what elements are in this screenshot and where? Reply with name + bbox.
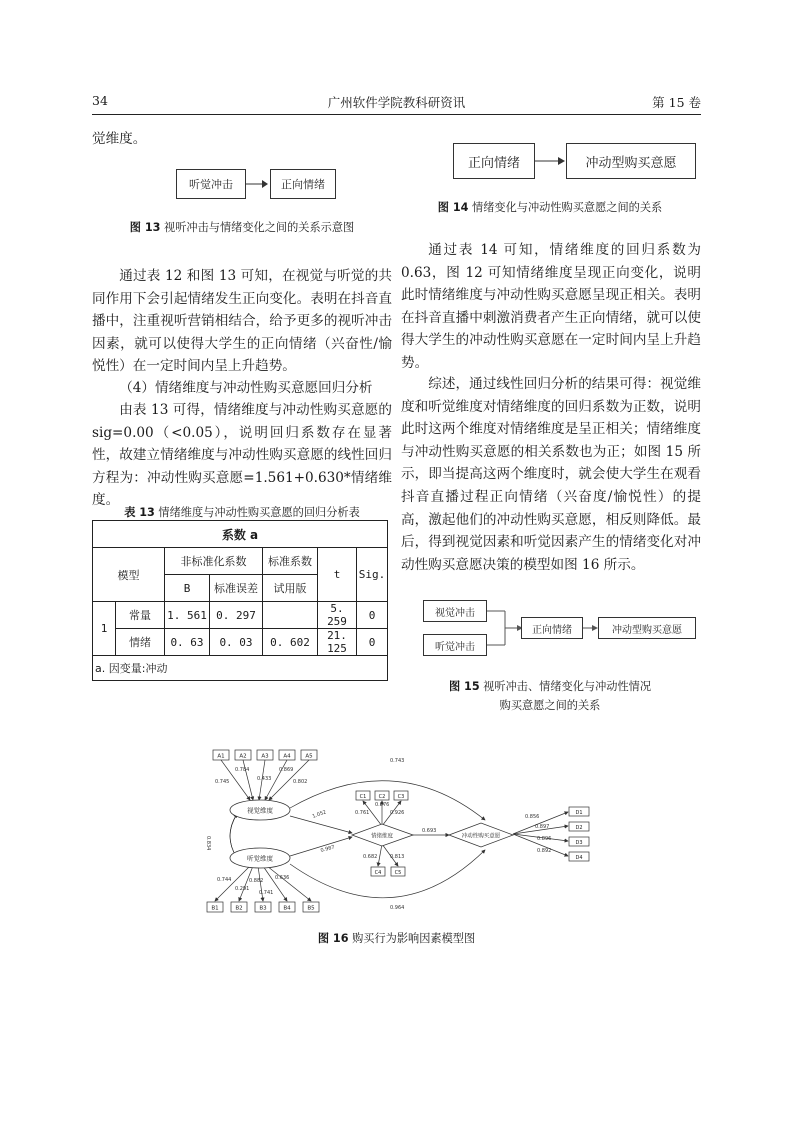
model-number: 1 bbox=[93, 602, 116, 656]
label-b3: B3 bbox=[259, 905, 267, 912]
fig13-box-audio: 听觉冲击 bbox=[176, 169, 246, 199]
table-row bbox=[93, 602, 388, 629]
fig15-caption-line1: 视听冲击、情绪变化与冲动性情况 bbox=[483, 680, 652, 693]
page-number: 34 bbox=[92, 93, 108, 108]
right-paragraph-1: 通过表 14 可知，情绪维度的回归系数为 0.63，图 12 可知情绪维度呈现正向变化，说明此时情绪维度与冲动性购买意愿呈现正相关。表明在抖音直播中刺激消费者产生正向情绪，就可以使得大学生的冲动性购买意愿在一定时间内呈上升趋势。 bbox=[401, 242, 701, 371]
row-name: 情绪 bbox=[116, 629, 165, 656]
cell-beta: 0. 602 bbox=[263, 629, 318, 656]
coef-c1: 0.761 bbox=[355, 810, 370, 816]
fig15-caption bbox=[400, 678, 700, 694]
fig13-caption bbox=[92, 219, 392, 235]
coef-visual-impulse: 0.743 bbox=[390, 758, 405, 764]
d-indicators bbox=[569, 807, 589, 861]
cell-sig: 0 bbox=[357, 629, 388, 656]
label-a3: A3 bbox=[261, 753, 269, 760]
cell-se: 0. 03 bbox=[210, 629, 263, 656]
label-a1: A1 bbox=[217, 753, 225, 760]
journal-title: 广州软件学院教科研资讯 bbox=[327, 95, 466, 110]
header-t: t bbox=[318, 548, 357, 602]
cell-sig: 0 bbox=[357, 602, 388, 629]
coef-d1: 0.856 bbox=[525, 814, 540, 820]
coef-b1: 0.744 bbox=[217, 877, 232, 883]
coef-a1: 0.745 bbox=[215, 779, 230, 785]
left-paragraph-1: 通过表 12 和图 13 可知，在视觉与听觉的共同作用下会引起情绪发生正向变化。表明在抖音直播中，注重视听营销相结合，给予更多的视听冲击因素，就可以使得大学生的正向情绪（兴奋性/愉悦性）在一定时间内呈上升趋势。 bbox=[92, 268, 392, 375]
coef-c3: 0.926 bbox=[390, 810, 405, 816]
coef-b2: 0.291 bbox=[235, 886, 250, 892]
fig14-caption-num: 图 14 bbox=[437, 201, 469, 214]
coef-correlation: 0.834 bbox=[205, 836, 211, 851]
table-footnote: a. 因变量:冲动 bbox=[93, 656, 388, 681]
label-c4: C4 bbox=[374, 870, 382, 876]
label-b1: B1 bbox=[211, 905, 219, 912]
coef-audio-emotion: 0.987 bbox=[319, 844, 336, 854]
coef-c2: 0.876 bbox=[375, 802, 390, 808]
label-d4: D4 bbox=[575, 855, 583, 861]
b-indicators bbox=[207, 902, 319, 912]
fig13-arrow bbox=[246, 176, 270, 192]
header-sig: Sig. bbox=[357, 548, 388, 602]
label-a5: A5 bbox=[305, 753, 313, 760]
fig14-box-positive: 正向情绪 bbox=[453, 143, 535, 179]
fig15-box-audio: 听觉冲击 bbox=[423, 634, 487, 656]
coef-c4: 0.682 bbox=[363, 854, 378, 860]
right-paragraph-2: 综述，通过线性回归分析的结果可得：视觉维度和听觉维度对情绪维度的回归系数为正数，说明此时这两个维度对情绪维度是呈正相关；情绪维度与冲动性购买意愿的相关系数也为正；如图 15 所示，即当提高这两个维度时，就会使大学生在观看抖音直播过程正向情绪（兴奋度/愉悦性）的提高，激起他们的冲动性购买意愿，相反则降低。最后，得到视觉因素和听觉因素产生的情绪变化对冲动性购买意愿决策的模型如图 16 所示。 bbox=[401, 376, 701, 573]
coef-a4: 0.869 bbox=[279, 767, 294, 773]
coef-d3: 0.896 bbox=[537, 836, 552, 842]
row-name: 常量 bbox=[116, 602, 165, 629]
table-row bbox=[93, 629, 388, 656]
coef-d4: 0.892 bbox=[537, 848, 552, 854]
fig15-box-positive: 正向情绪 bbox=[521, 617, 583, 639]
regression-table-13 bbox=[92, 520, 388, 681]
cell-t: 5. 259 bbox=[318, 602, 357, 629]
coef-c5: 0.813 bbox=[390, 854, 405, 860]
label-b2: B2 bbox=[235, 905, 243, 912]
cell-t: 21. 125 bbox=[318, 629, 357, 656]
cell-se: 0. 297 bbox=[210, 602, 263, 629]
fig14-caption-text: 情绪变化与冲动性购买意愿之间的关系 bbox=[472, 201, 663, 214]
fig15-caption-num: 图 15 bbox=[448, 680, 480, 693]
header-rule bbox=[92, 114, 701, 115]
label-d1: D1 bbox=[575, 810, 583, 816]
coef-a3: 0.433 bbox=[257, 776, 272, 782]
page-header bbox=[92, 93, 701, 113]
coef-visual-emotion: 1.052 bbox=[311, 809, 328, 820]
left-paragraph-2: 由表 13 可得，情绪维度与冲动性购买意愿的 sig=0.00（<0.05），说明回归系数存在显著性，故建立情绪维度与冲动性购买意愿的线性回归方程为：冲动性购买意愿=1.561+0.630*情绪维度。 bbox=[92, 402, 392, 509]
latent-emotion-label: 情绪维度 bbox=[370, 833, 394, 840]
fig14-box-impulse: 冲动型购买意愿 bbox=[566, 143, 696, 179]
label-c3: C3 bbox=[397, 794, 405, 800]
fig16-sem-diagram bbox=[195, 738, 615, 914]
table13-caption-num: 表 13 bbox=[124, 506, 155, 519]
coef-b4: 0.741 bbox=[259, 890, 274, 896]
header-b: B bbox=[165, 575, 210, 602]
coef-b3: 0.882 bbox=[249, 878, 264, 884]
header-unstd: 非标准化系数 bbox=[165, 548, 263, 575]
fig16-caption-text: 购买行为影响因素模型图 bbox=[352, 932, 476, 945]
label-d3: D3 bbox=[575, 840, 583, 846]
label-b4: B4 bbox=[283, 905, 291, 912]
cell-b: 0. 63 bbox=[165, 629, 210, 656]
latent-visual-label: 视觉维度 bbox=[247, 806, 273, 815]
table13-caption bbox=[92, 504, 392, 520]
label-b5: B5 bbox=[307, 905, 315, 912]
latent-impulse-label: 冲动性购买意愿 bbox=[461, 833, 501, 840]
fig14-arrow bbox=[535, 152, 567, 170]
table13-caption-text: 情绪维度与冲动性购买意愿的回归分析表 bbox=[158, 506, 360, 519]
header-model: 模型 bbox=[93, 548, 165, 602]
coef-a2: 0.784 bbox=[235, 767, 250, 773]
cell-beta bbox=[263, 602, 318, 629]
label-c2: C2 bbox=[378, 794, 386, 800]
label-c5: C5 bbox=[394, 870, 402, 876]
fig13-caption-num: 图 13 bbox=[129, 221, 161, 234]
latent-audio-label: 听觉维度 bbox=[247, 854, 273, 863]
header-trial: 试用版 bbox=[263, 575, 318, 602]
intro-tail: 觉维度。 bbox=[92, 131, 147, 147]
label-c1: C1 bbox=[359, 794, 367, 800]
label-d2: D2 bbox=[575, 825, 583, 831]
fig15-box-impulse: 冲动型购买意愿 bbox=[598, 617, 696, 639]
coef-b5: 0.636 bbox=[275, 875, 290, 881]
header-se: 标准误差 bbox=[210, 575, 263, 602]
fig16-caption-num: 图 16 bbox=[317, 932, 349, 945]
table-title: 系数 a bbox=[93, 521, 388, 548]
fig13-caption-text: 视听冲击与情绪变化之间的关系示意图 bbox=[164, 221, 355, 234]
section-heading-4: （4）情绪维度与冲动性购买意愿回归分析 bbox=[119, 380, 373, 396]
fig13-box-positive: 正向情绪 bbox=[270, 169, 336, 199]
fig14-caption bbox=[400, 199, 700, 215]
label-a4: A4 bbox=[283, 753, 291, 760]
label-a2: A2 bbox=[239, 753, 247, 760]
coef-a5: 0.802 bbox=[293, 779, 308, 785]
header-std: 标准系数 bbox=[263, 548, 318, 575]
a-indicators bbox=[213, 750, 317, 760]
volume-label: 第 15 卷 bbox=[652, 95, 701, 110]
coef-emotion-impulse: 0.693 bbox=[422, 828, 437, 834]
fig16-caption bbox=[92, 930, 701, 946]
coef-d2: 0.897 bbox=[535, 824, 550, 830]
coef-audio-impulse: 0.964 bbox=[390, 905, 405, 911]
cell-b: 1. 561 bbox=[165, 602, 210, 629]
fig15-box-visual: 视觉冲击 bbox=[423, 600, 487, 622]
fig15-caption-line2: 购买意愿之间的关系 bbox=[499, 699, 601, 712]
fig15-arrow bbox=[583, 622, 599, 634]
